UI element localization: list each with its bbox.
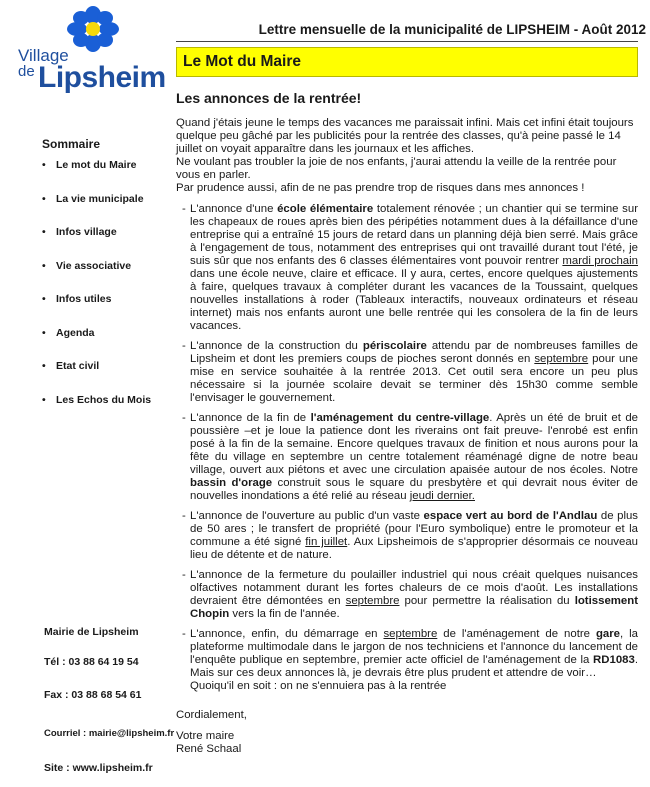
table-of-contents: [42, 137, 172, 427]
announcement-item: - L'annonce de la fermeture du poulailler industriel qui nous créait quelques nuisances olfactives notamment durant les fortes chaleurs de ce mois d'août. Les installations devraient être démontées en septembre pour permettre la réalisation du lotissement Chopin vers la fin de l'année.: [176, 569, 638, 621]
banner-title: Le Mot du Maire: [183, 53, 301, 70]
signature-title: Votre maire: [176, 730, 235, 742]
announcement-item: - L'annonce de l'ouverture au public d'un vaste espace vert au bord de l'Andlau de plus de 50 ares ; le transfert de propriété (pour l'Euro symbolique) entre le promoteur et la commune a été signé fin juillet. Aux Lipsheimois de s'approprier désormais ce nouveau lieu de détente et de nature.: [176, 510, 638, 562]
article-heading: Les annonces de la rentrée!: [176, 90, 362, 106]
signature-name: René Schaal: [176, 743, 242, 755]
announcement-item: - L'annonce d'une école élémentaire totalement rénovée ; un chantier qui se termine sur les chapeaux de roues après bien des péripéties notamment dues à la défaillance d'une entreprise qui a entraîné 15 jours de retard dans un planning déjà bien serré. Mais grâce à l'engagement de tous, notamment des entreprises qui ont travaillé durant tout l'été, je suis sûr que nos enfants des 6 classes élémentaires vont pouvoir rentrer mardi prochain dans une école neuve, claire et efficace. Il y aura, certes, encore quelques ajustements à faire, quelques travaux à compléter durant les vacances de la Toussaint, quelques nouvelles installations à roder (Tableaux interactifs, nouveaux ordinateurs et réseau internet) mais nos enfants auront une belle rentrée qui les consolera de la fin de leurs vacances.: [176, 203, 638, 333]
announcement-item: - L'annonce, enfin, du démarrage en septembre de l'aménagement de notre gare, la plateforme multimodale dans le jargon de nos techniciens et l'annonce du lancement de l'enquête publique en septembre, premier acte officiel de l'aménagement de la RD1083. Mais sur ces deux annonces là, je devrais être plus prudent et attendre de voir…: [176, 628, 638, 680]
toc-item: • Les Echos du Mois: [42, 394, 172, 428]
announcement-item: - L'annonce de la construction du périscolaire attendu par de nombreuses familles de Lipsheim et dont les premiers coups de pioches seront donnés en septembre pour une mise en service souhaitée à la rentrée 2013. Cet outil sera encore un peu plus nécessaire si la journée scolaire devait se terminer dès 15h30 comme semble l'envisager le gouvernement.: [176, 340, 638, 405]
contact-name: Mairie de Lipsheim: [44, 626, 139, 638]
newsletter-title: Lettre mensuelle de la municipalité de LIPSHEIM - Août 2012: [258, 22, 646, 37]
announcement-item: - L'annonce de la fin de l'aménagement du centre-village. Après un été de bruit et de poussière –et je loue la patience dont les riverains ont fait preuve- l'enrobé est enfin posé à la fin de la semaine. Encore quelques travaux de finition et nous aurons pour la fête du village en septembre un centre totalement réaménagé digne de notre beau village, ouvert aux piétons et avec une circulation apaisée autour de nos écoles. Notre bassin d'orage construit sous le square du presbytère et qui devrait nous éviter de nouvelles inondations a été relié au réseau jeudi dernier.: [176, 412, 638, 503]
toc-item: • La vie municipale: [42, 193, 172, 227]
contact-website: Site : www.lipsheim.fr: [44, 762, 153, 774]
logo-text-village: Village: [18, 46, 69, 65]
intro-paragraph: Par prudence aussi, afin de ne pas prendre trop de risques dans mes annonces !: [176, 182, 585, 194]
toc-item: • Vie associative: [42, 260, 172, 294]
toc-item: • Infos utiles: [42, 293, 172, 327]
contact-fax: Fax : 03 88 68 54 61: [44, 689, 142, 701]
closing-greeting: Cordialement,: [176, 709, 247, 721]
article: [176, 92, 638, 756]
toc-item: • Infos village: [42, 226, 172, 260]
intro-paragraph: Quand j'étais jeune le temps des vacances me paraissait infini. Mais cet infini était toujours quelque peu gâché par les publicités pour la rentrée des classes, qu'à peine passé le 14 juillet on voyait apparaître dans les journaux et les affiches.: [176, 117, 634, 155]
toc-item: • Agenda: [42, 327, 172, 361]
logo-text-de: de: [18, 63, 35, 80]
toc-item: • Etat civil: [42, 360, 172, 394]
blue-flower-icon: [62, 6, 124, 52]
intro-paragraph: Ne voulant pas troubler la joie de nos enfants, j'aurai attendu la veille de la rentrée pour vous en parler.: [176, 156, 617, 181]
contact-email: Courriel : mairie@lipsheim.fr: [44, 728, 175, 739]
outro-line: Quoiqu'il en soit : on ne s'ennuiera pas à la rentrée: [190, 680, 447, 692]
header-divider: [176, 41, 638, 42]
village-logo: [8, 6, 166, 98]
logo-text-lipsheim: Lipsheim: [38, 61, 166, 94]
toc-item: • Le mot du Maire: [42, 159, 172, 193]
contact-tel: Tél : 03 88 64 19 54: [44, 656, 139, 668]
section-banner: [176, 47, 638, 77]
toc-title: Sommaire: [42, 137, 101, 151]
